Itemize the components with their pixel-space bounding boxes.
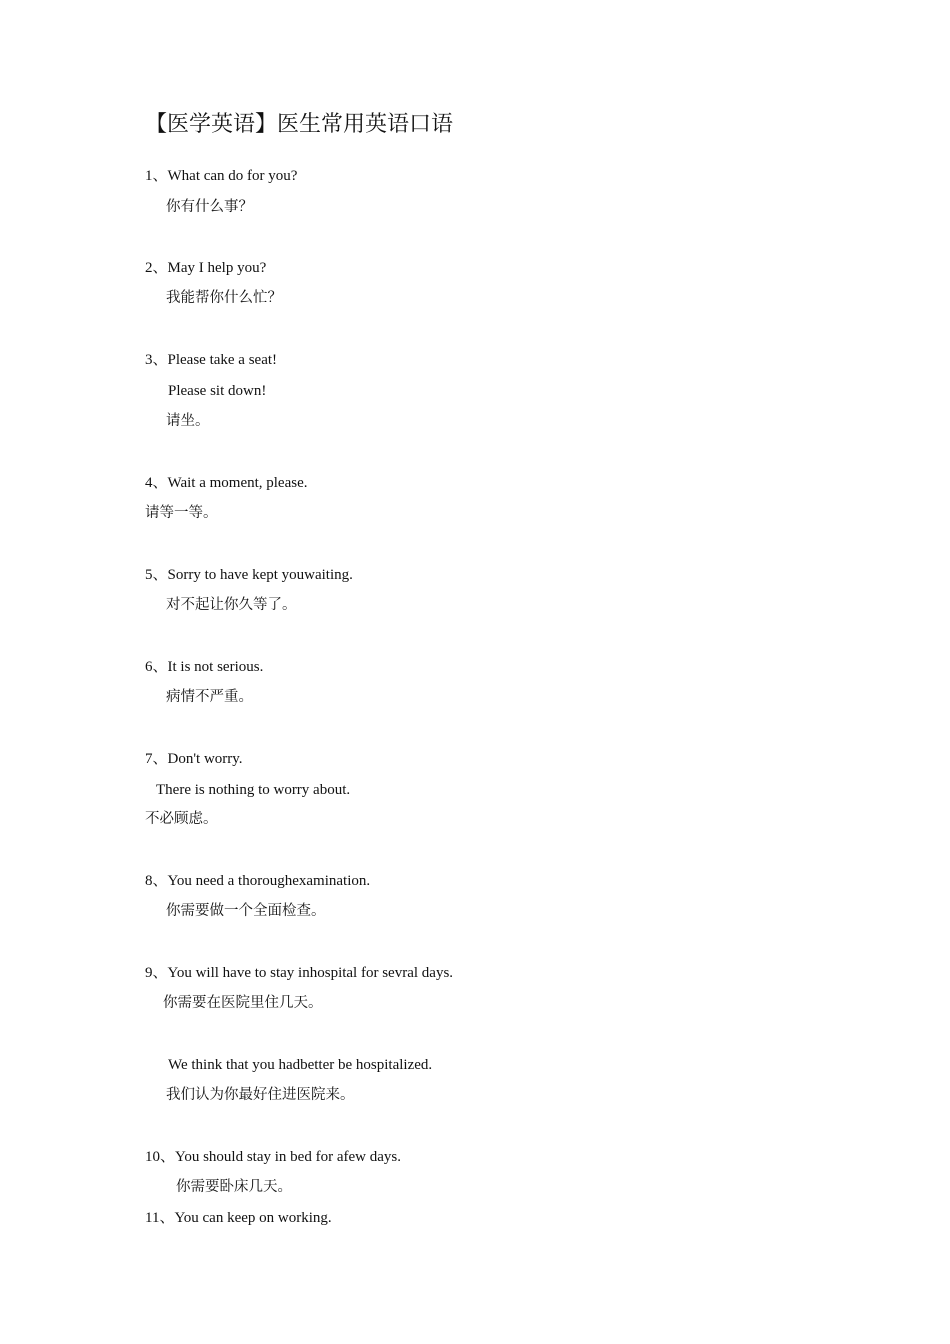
- phrase-10-english: 10、You should stay in bed for afew days.: [145, 1149, 401, 1165]
- phrase-6-chinese: 病情不严重。: [166, 689, 253, 705]
- phrase-8-english: 8、You need a thoroughexamination.: [145, 873, 371, 889]
- phrase-7-english-alt: There is nothing to worry about.: [156, 782, 351, 798]
- phrase-11-english: 11、You can keep on working.: [145, 1210, 332, 1226]
- phrase-10-chinese: 你需要卧床几天。: [176, 1179, 292, 1195]
- phrase-5-english: 5、Sorry to have kept youwaiting.: [145, 567, 353, 583]
- phrase-2-english: 2、May I help you?: [145, 260, 267, 276]
- phrase-7-chinese: 不必顾虑。: [145, 811, 218, 827]
- phrase-3-english-alt: Please sit down!: [168, 383, 267, 399]
- phrase-9-english-alt: We think that you hadbetter be hospitalized.: [168, 1057, 433, 1073]
- phrase-7-english: 7、Don't worry.: [145, 751, 243, 767]
- phrase-9-chinese-alt: 我们认为你最好住进医院来。: [166, 1087, 355, 1103]
- phrase-6-english: 6、It is not serious.: [145, 659, 264, 675]
- phrase-1-chinese: 你有什么事？: [166, 199, 253, 215]
- phrase-5-chinese: 对不起让你久等了。: [166, 597, 297, 613]
- phrase-4-english: 4、Wait a moment, please.: [145, 475, 308, 491]
- phrase-9-english: 9、You will have to stay inhospital for sevral days.: [145, 965, 454, 981]
- phrase-2-chinese: 我能帮你什么忙？: [166, 290, 282, 306]
- phrase-8-chinese: 你需要做一个全面检查。: [166, 903, 326, 919]
- phrase-3-english: 3、Please take a seat!: [145, 352, 278, 368]
- phrase-1-english: 1、What can do for you?: [145, 168, 298, 184]
- document-title: 【医学英语】医生常用英语口语: [145, 112, 454, 137]
- phrase-4-chinese: 请等一等。: [145, 505, 218, 521]
- phrase-9-chinese: 你需要在医院里住几天。: [163, 995, 323, 1011]
- phrase-3-chinese: 请坐。: [166, 413, 210, 429]
